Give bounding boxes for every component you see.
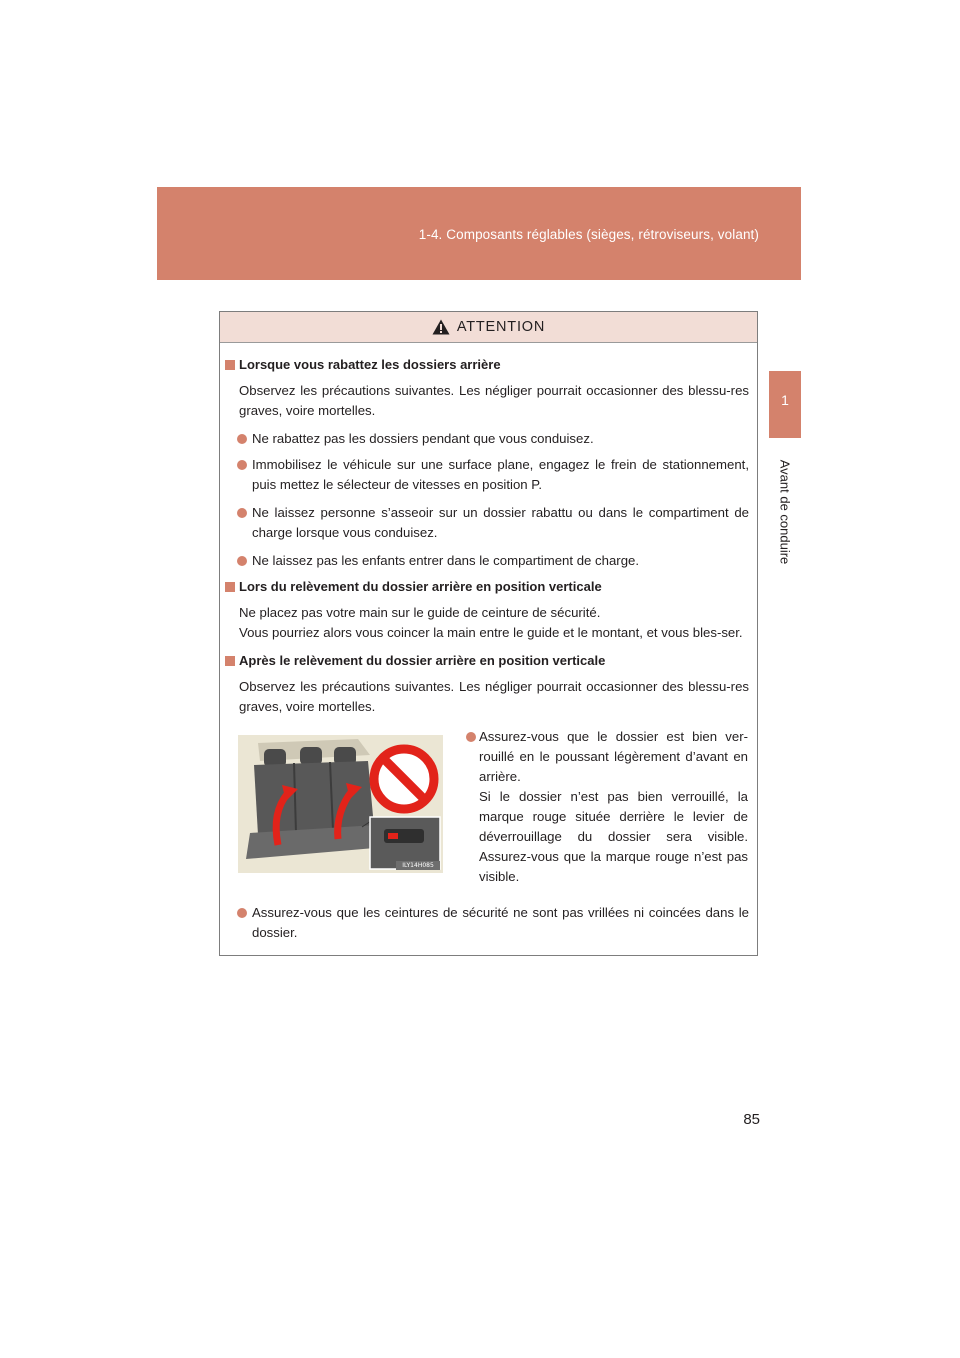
list-item: Ne laissez personne s’asseoir sur un dossier rabattu ou dans le compartiment de charge lorsque vous conduisez. bbox=[220, 503, 749, 543]
illustration-text: Assurez-vous que le dossier est bien ver-rouillé en le poussant légèrement d’avant en arrière. bbox=[479, 729, 748, 784]
illustration-text: Si le dossier n’est pas bien verrouillé, la marque rouge située derrière le levier de déverrouillage du dossier sera visible. Assurez-vous que la marque rouge n’est pas visible. bbox=[479, 789, 748, 884]
chapter-tab bbox=[769, 371, 801, 438]
round-bullet-icon bbox=[237, 908, 247, 918]
paragraph: Ne placez pas votre main sur le guide de ceinture de sécurité. bbox=[239, 605, 601, 620]
rear-seat-illustration bbox=[238, 735, 443, 873]
section-heading-folding: Lorsque vous rabattez les dossiers arrière bbox=[220, 355, 749, 375]
round-bullet-icon bbox=[237, 434, 247, 444]
section-title: 1-4. Composants réglables (sièges, rétroviseurs, volant) bbox=[418, 227, 759, 242]
paragraph: Observez les précautions suivantes. Les négliger pourrait occasionner des blessu-res graves, voire mortelles. bbox=[239, 679, 749, 714]
list-item: Immobilisez le véhicule sur une surface plane, engagez le frein de stationnement, puis mettez le sélecteur de vitesses en position P. bbox=[220, 455, 749, 495]
paragraph: Vous pourriez alors vous coincer la main entre le guide et le montant, et vous bles-ser. bbox=[239, 625, 743, 640]
caution-title: ATTENTION bbox=[456, 319, 546, 335]
chapter-header-band bbox=[157, 187, 801, 280]
list-item: Ne laissez pas les enfants entrer dans le compartiment de charge. bbox=[220, 551, 749, 571]
round-bullet-icon bbox=[237, 556, 247, 566]
round-bullet-icon bbox=[237, 508, 247, 518]
illustration-row bbox=[220, 727, 749, 903]
list-item: Assurez-vous que les ceintures de sécurité ne sont pas vrillées ni coincées dans le dossier. bbox=[220, 903, 749, 943]
caution-header bbox=[220, 312, 757, 343]
illustration-code: ILY14H085 bbox=[396, 861, 440, 870]
chapter-label: Avant de conduire bbox=[777, 459, 793, 565]
chapter-label-vertical bbox=[770, 452, 800, 572]
paragraph: Observez les précautions suivantes. Les négliger pourrait occasionner des blessu-res graves, voire mortelles. bbox=[239, 383, 749, 418]
section-heading-raising: Lors du relèvement du dossier arrière en position verticale bbox=[220, 577, 749, 597]
square-bullet-icon bbox=[225, 582, 235, 592]
page-number: 85 bbox=[743, 1111, 760, 1128]
square-bullet-icon bbox=[225, 360, 235, 370]
chapter-number: 1 bbox=[781, 392, 789, 408]
square-bullet-icon bbox=[225, 656, 235, 666]
warning-triangle-icon bbox=[432, 319, 450, 335]
list-item: Ne rabattez pas les dossiers pendant que vous conduisez. bbox=[220, 429, 749, 449]
rear-seat-drawing bbox=[238, 735, 443, 873]
round-bullet-icon bbox=[466, 732, 476, 742]
round-bullet-icon bbox=[237, 460, 247, 470]
caution-body bbox=[220, 343, 757, 943]
caution-box bbox=[219, 311, 758, 956]
illustration-list-item bbox=[464, 727, 748, 887]
section-heading-after-raising: Après le relèvement du dossier arrière en position verticale bbox=[220, 651, 749, 671]
